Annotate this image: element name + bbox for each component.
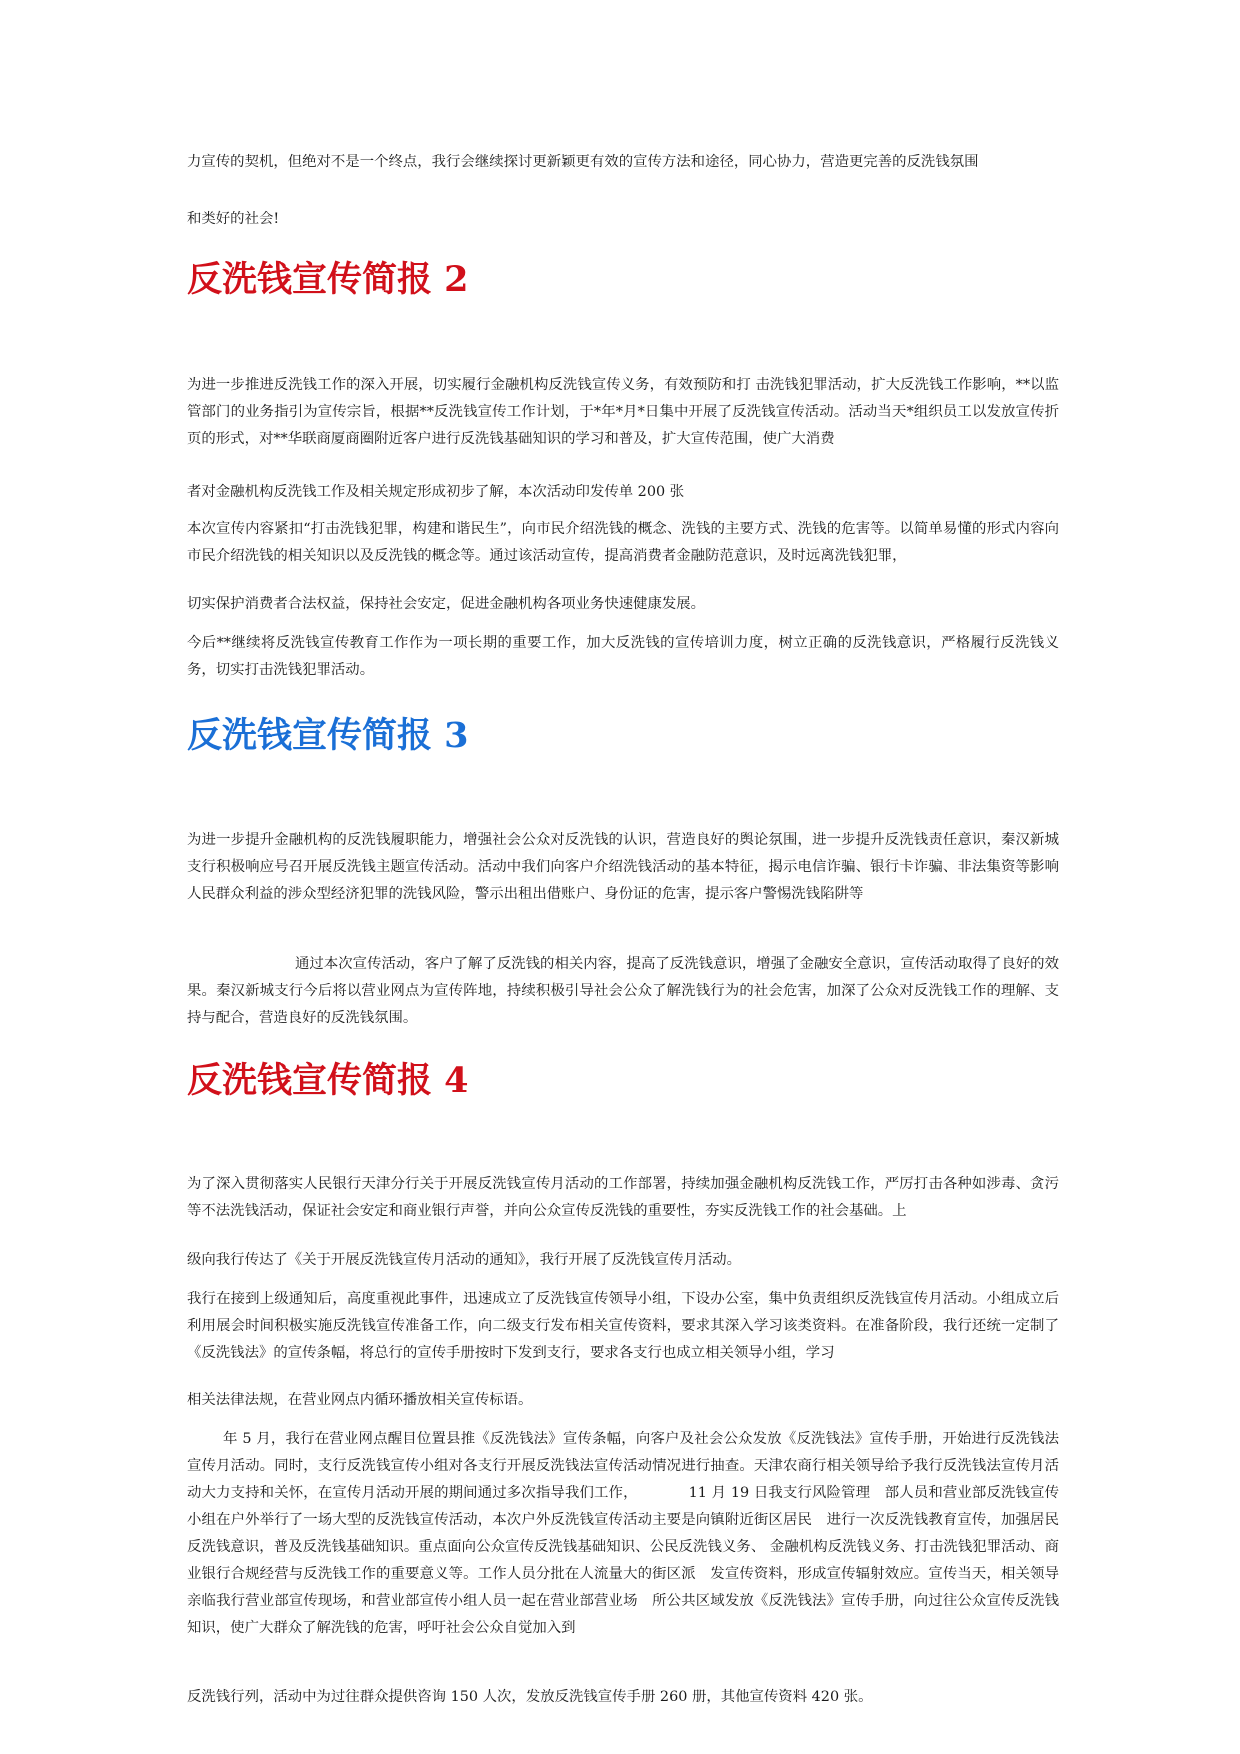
section2-paragraph-5: 今后**继续将反洗钱宣传教育工作作为一项长期的重要工作，加大反洗钱的宣传培训力度，树立正确的反洗钱意识，严格履行反洗钱义务，切实打击洗钱犯罪活动。 xyxy=(187,635,1059,678)
section4-paragraph-6: 反洗钱行列，活动中为过往群众提供咨询 150 人次，发放反洗钱宣传手册 260 册，其他宣传资料 420 张。 xyxy=(187,1689,873,1705)
section4-paragraph-3: 我行在接到上级通知后，高度重视此事件，迅速成立了反洗钱宣传领导小组，下设办公室，集中负责组织反洗钱宣传月活动。小组成立后利用展会时间积极实施反洗钱宣传准备工作，向二级支行发布相关宣传资料，要求其深入学习该类资料。在准备阶段，我行还统一定制了《反洗钱法》的宣传条幅，将总行的宣传手册按时下发到支行，要求各支行也成立相关领导小组，学习 xyxy=(187,1291,1059,1361)
section4-paragraph-5: 年 5 月，我行在营业网点醒目位置县推《反洗钱法》宣传条幅，向客户及社会公众发放《反洗钱法》宣传手册，开始进行反洗钱法宣传月活动。同时，支行反洗钱宣传小组对各支行开展反洗钱法宣传活动情况进行抽查。天津农商行相关领导给予我行反洗钱法宣传月活动大力支持和关怀，在宣传月活动开展的期间通过多次指导我们工作， 11 月 19 日我支行风险管理 部人员和营业部反洗钱宣传小组在户外举行了一场大型的反洗钱宣传活动，本次户外反洗钱宣传活动主要是向镇附近街区居民 进行一次反洗钱教育宣传，加强居民反洗钱意识，普及反洗钱基础知识。重点面向公众宣传反洗钱基础知识、公民反洗钱义务、 金融机构反洗钱义务、打击洗钱犯罪活动、商业银行合规经营与反洗钱工作的重要意义等。工作人员分批在人流量大的街区派 发宣传资料，形成宣传辐射效应。宣传当天，相关领导亲临我行营业部宣传现场，和营业部宣传小组人员一起在营业部营业场 所公共区域发放《反洗钱法》宣传手册，向过往公众宣传反洗钱知识，使广大群众了解洗钱的危害，呼吁社会公众自觉加入到 xyxy=(187,1431,1059,1636)
section2-paragraph-4: 切实保护消费者合法权益，保持社会安定，促进金融机构各项业务快速健康发展。 xyxy=(187,596,706,612)
heading-briefing-4: 反洗钱宣传简报 4 xyxy=(187,1060,469,1101)
section2-paragraph-1: 为进一步推进反洗钱工作的深入开展，切实履行金融机构反洗钱宣传义务，有效预防和打 击洗钱犯罪活动，扩大反洗钱工作影响，**以监管部门的业务指引为宣传宗旨，根据**反洗钱宣传工作计划，于*年*月*日集中开展了反洗钱宣传活动。活动当天*组织员工以发放宣传折页的形式，对**华联商厦商圈附近客户进行反洗钱基础知识的学习和普及，扩大宣传范围，使广大消费 xyxy=(187,377,1059,447)
section4-paragraph-4: 相关法律法规，在营业网点内循环播放相关宣传标语。 xyxy=(187,1392,533,1408)
paragraph-intro-line-2: 和类好的社会! xyxy=(187,211,280,227)
section3-paragraph-2: 通过本次宣传活动，客户了解了反洗钱的相关内容，提高了反洗钱意识，增强了金融安全意识，宣传活动取得了良好的效果。秦汉新城支行今后将以营业网点为宣传阵地，持续积极引导社会公众了解洗钱行为的社会危害，加深了公众对反洗钱工作的理解、支持与配合，营造良好的反洗钱氛围。 xyxy=(187,956,1059,1026)
section4-paragraph-2: 级向我行传达了《关于开展反洗钱宣传月活动的通知》，我行开展了反洗钱宣传月活动。 xyxy=(187,1252,742,1268)
section3-paragraph-1: 为进一步提升金融机构的反洗钱履职能力，增强社会公众对反洗钱的认识，营造良好的舆论氛围，进一步提升反洗钱责任意识，秦汉新城支行积极响应号召开展反洗钱主题宣传活动。活动中我们向客户介绍洗钱活动的基本特征，揭示电信诈骗、银行卡诈骗、非法集资等影响人民群众利益的涉众型经济犯罪的洗钱风险，警示出租出借账户、身份证的危害，提示客户警惕洗钱陷阱等 xyxy=(187,832,1059,902)
section4-paragraph-1: 为了深入贯彻落实人民银行天津分行关于开展反洗钱宣传月活动的工作部署，持续加强金融机构反洗钱工作，严厉打击各种如涉毒、贪污等不法洗钱活动，保证社会安定和商业银行声誉，并向公众宣传反洗钱的重要性，夯实反洗钱工作的社会基础。上 xyxy=(187,1176,1059,1219)
heading-briefing-3: 反洗钱宣传简报 3 xyxy=(187,715,469,756)
paragraph-intro-line-1: 力宣传的契机，但绝对不是一个终点，我行会继续探讨更新颖更有效的宣传方法和途径，同心协力，营造更完善的反洗钱氛围 xyxy=(187,154,979,170)
heading-briefing-2: 反洗钱宣传简报 2 xyxy=(187,259,469,300)
section2-paragraph-2: 者对金融机构反洗钱工作及相关规定形成初步了解，本次活动印发传单 200 张 xyxy=(187,484,685,500)
section2-paragraph-3: 本次宣传内容紧扣“打击洗钱犯罪，构建和谐民生”，向市民介绍洗钱的概念、洗钱的主要方式、洗钱的危害等。以简单易懂的形式内容向市民介绍洗钱的相关知识以及反洗钱的概念等。通过该活动宣传，提高消费者金融防范意识，及时远离洗钱犯罪， xyxy=(187,521,1059,564)
